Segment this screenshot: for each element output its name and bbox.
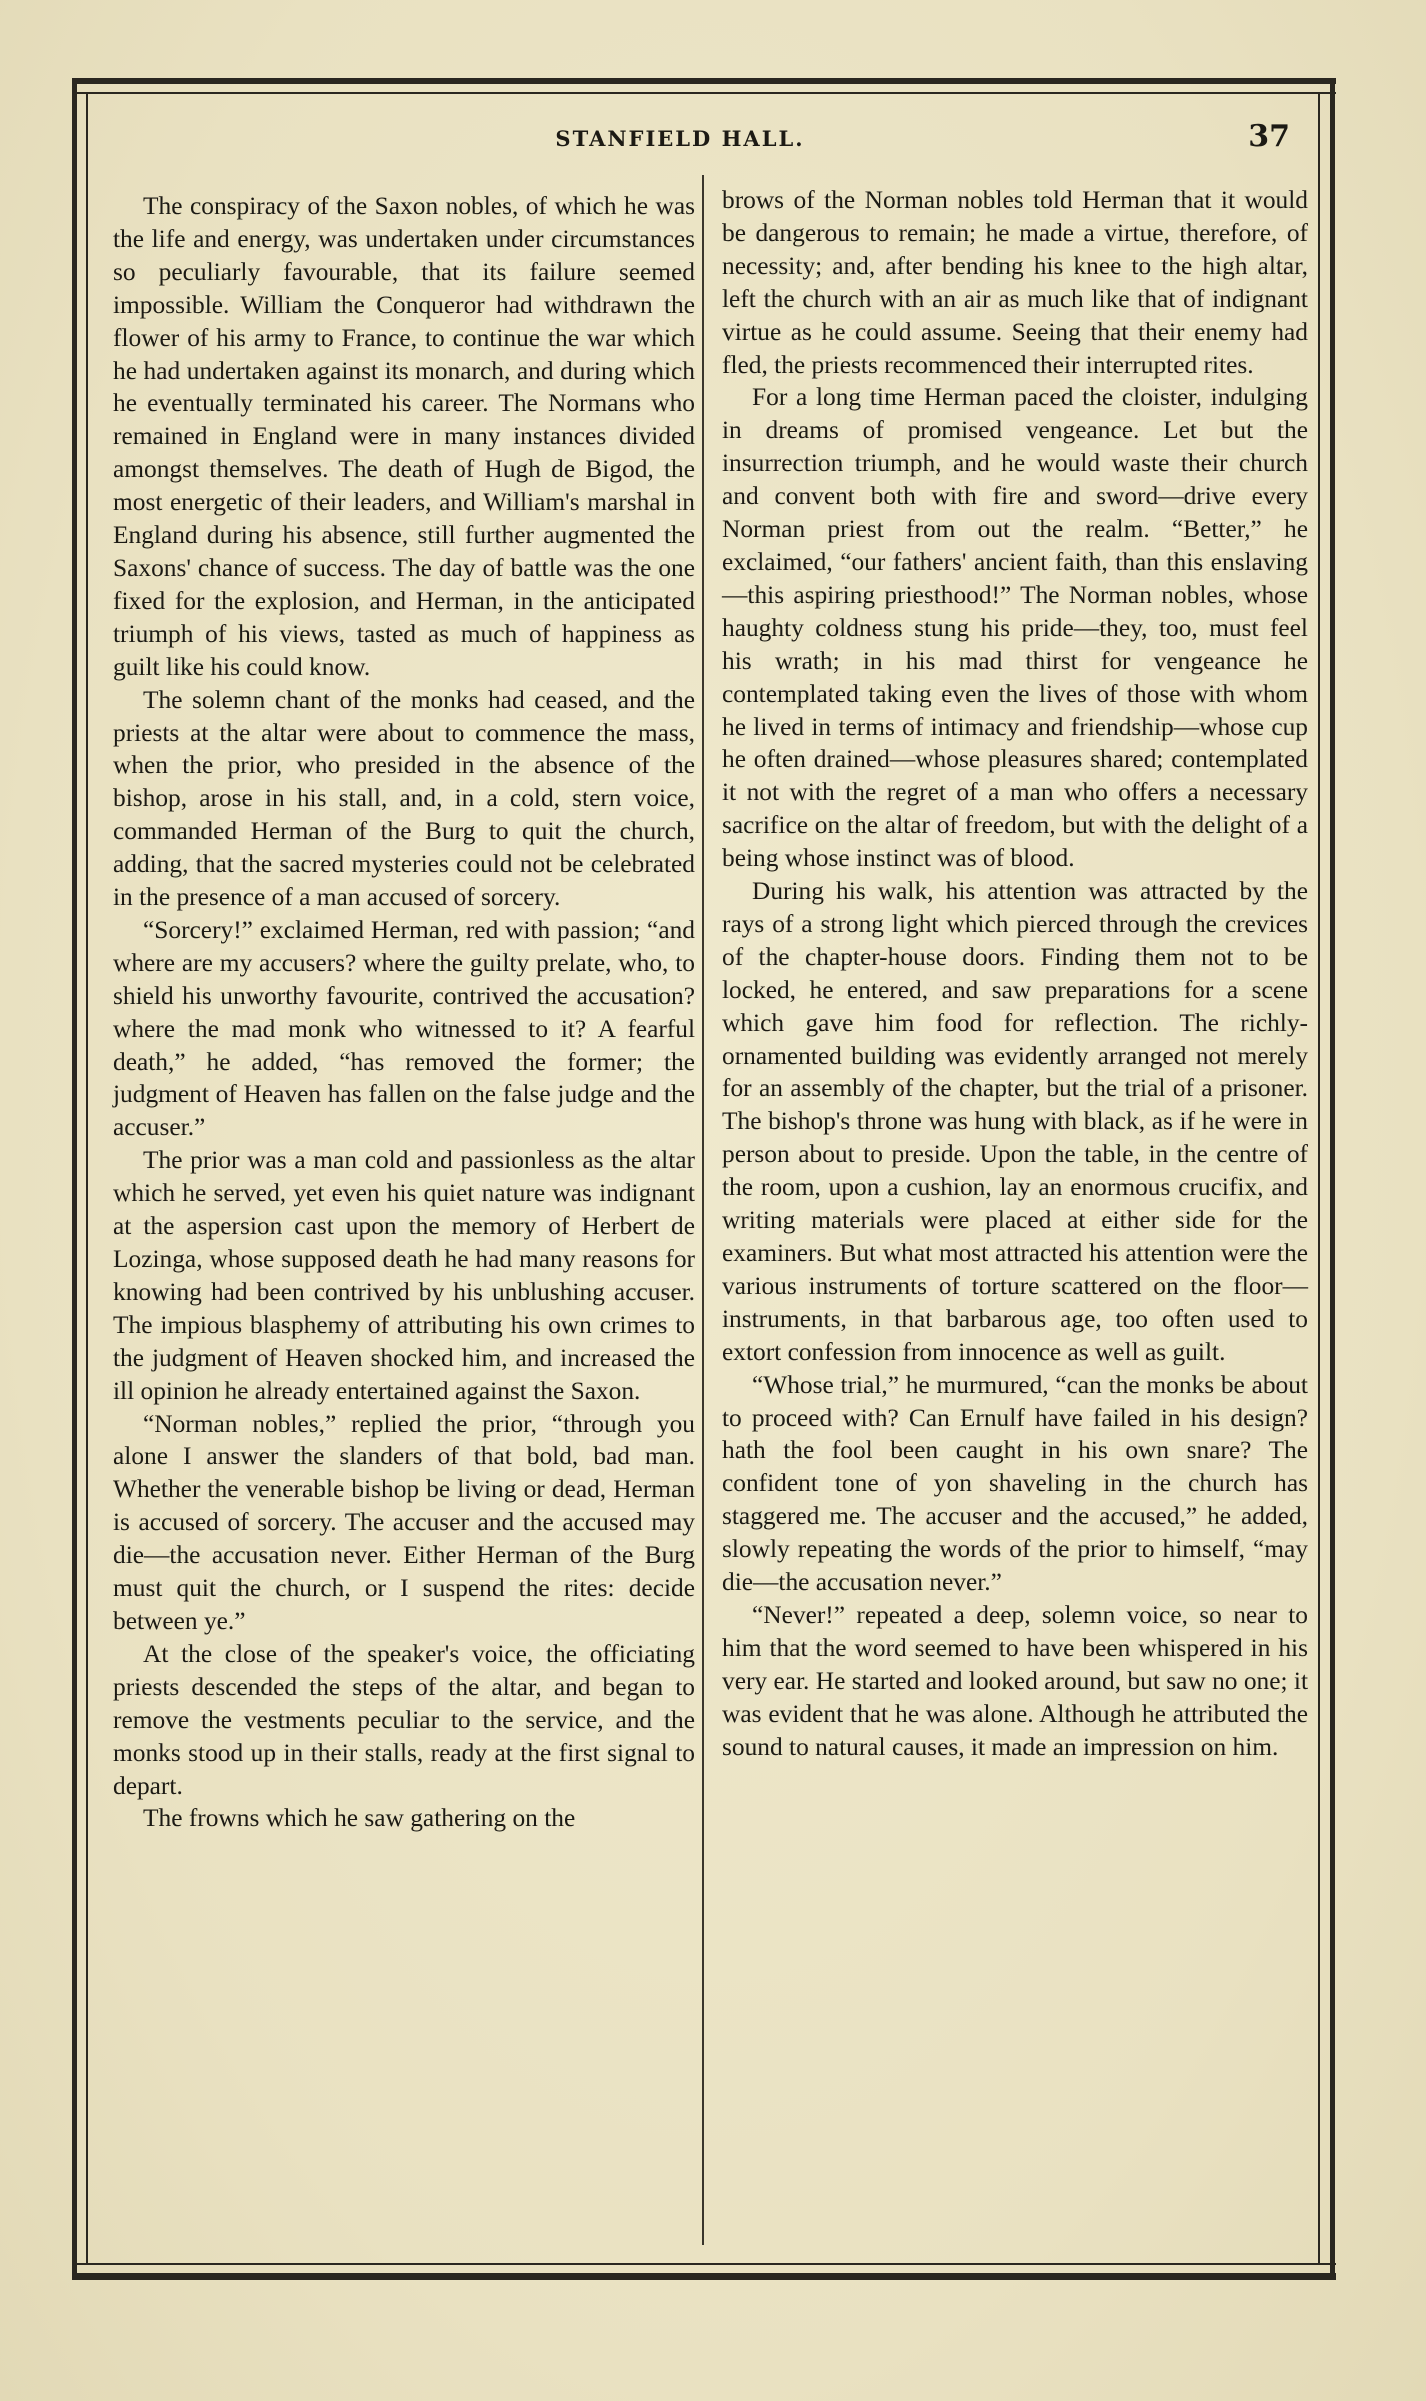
column-divider — [702, 175, 704, 2245]
page-number: 37 — [1248, 119, 1290, 154]
paragraph: “Norman nobles,” replied the prior, “through you alone I answer the slanders of that bold, bad man. Whether the venerable bishop be living or dead, Herman is accused of sorcery. The accuser and the accused may die—the accusation never. Either Herman of the Burg must quit the church, or I suspend the rites: decide between ye.” — [113, 1409, 695, 1635]
paragraph: The conspiracy of the Saxon nobles, of which he was the life and energy, was undertaken under circumstances so peculiarly favourable, that its failure seemed impossible. William the Conqueror had withdrawn the flower of his army to France, to continue the war which he had undertaken against its monarch, and during which he eventually terminated his career. The Normans who remained in England were in many instances divided amongst themselves. The death of Hugh de Bigod, the most energetic of their leaders, and William's marshal in England during his absence, still further augmented the Saxons' chance of success. The day of battle was the one fixed for the explosion, and Herman, in the anticipated triumph of his views, tasted as much of happiness as guilt like his could know. — [113, 192, 695, 681]
running-header-title: STANFIELD HALL. — [555, 126, 805, 151]
paragraph: At the close of the speaker's voice, the officiating priests descended the steps of the altar, and began to remove the vestments peculiar to the service, and the monks stood up in their stalls, ready at the first signal to depart. — [113, 1639, 695, 1800]
right-border-thin — [1318, 92, 1320, 2265]
paragraph: “Never!” repeated a deep, solemn voice, so near to him that the word seemed to have been whispered in his very ear. He started and looked around, but saw no one; it was evident that he was alone. Although he attributed the sound to natural causes, it made an impression on him. — [722, 1600, 1308, 1761]
paragraph: “Whose trial,” he murmured, “can the monks be about to proceed with? Can Ernulf have failed in his design? hath the fool been caught in his own snare? The confident tone of yon shaveling in the church has staggered me. The accuser and the accused,” he added, slowly repeating the words of the prior to himself, “may die—the accusation never.” — [722, 1370, 1308, 1597]
paragraph: The prior was a man cold and passionless as the altar which he served, yet even his quiet nature was indignant at the aspersion cast upon the memory of Herbert de Lozinga, whose supposed death he had many reasons for knowing had been contrived by his unblushing accuser. The impious blasphemy of attributing his own crimes to the judgment of Heaven shocked him, and increased the ill opinion he already entertained against the Saxon. — [113, 1146, 695, 1405]
left-border-thin — [86, 92, 88, 2265]
top-border-thin — [72, 92, 1336, 94]
right-column — [722, 184, 1308, 1764]
bottom-border-thick — [72, 2273, 1336, 2280]
paragraph: The frowns which he saw gathering on the — [143, 1804, 576, 1833]
right-border-thick — [1330, 80, 1335, 2278]
left-border-thick — [72, 80, 77, 2278]
paragraph: The solemn chant of the monks had ceased, and the priests at the altar were about to commence the mass, when the prior, who presided in the absence of the bishop, arose in his stall, and, in a cold, stern voice, commanded Herman of the Burg to quit the church, adding, that the sacred mysteries could not be celebrated in the presence of a man accused of sorcery. — [113, 685, 695, 912]
paragraph: During his walk, his attention was attracted by the rays of a strong light which pierced through the crevices of the chapter-house doors. Finding them not to be locked, he entered, and saw preparations for a scene which gave him food for reflection. The richly-ornamented building was evidently arranged not merely for an assembly of the chapter, but the trial of a prisoner. The bishop's throne was hung with black, as if he were in person about to preside. Upon the table, in the centre of the room, upon a cushion, lay an enormous crucifix, and writing materials were placed at either side for the examiners. But what most attracted his attention were the various instruments of torture scattered on the floor—instruments, in that barbarous age, too often used to extort confession from innocence as well as guilt. — [722, 877, 1308, 1366]
bottom-border-thin — [72, 2263, 1336, 2265]
paragraph: “Sorcery!” exclaimed Herman, red with passion; “and where are my accusers? where the guilty prelate, who, to shield his unworthy favourite, contrived the accusation? where the mad monk who witnessed to it? A fearful death,” he added, “has removed the former; the judgment of Heaven has fallen on the false judge and the accuser.” — [113, 915, 695, 1142]
paragraph-continued: brows of the Norman nobles told Herman that it would be dangerous to remain; he made a virtue, therefore, of necessity; and, after bending his knee to the high altar, left the church with an air as much like that of indignant virtue as he could assume. Seeing that their enemy had fled, the priests recommenced their interrupted rites. — [722, 186, 1308, 379]
left-column — [113, 190, 695, 1835]
top-border-thick — [72, 78, 1336, 84]
paragraph: For a long time Herman paced the cloister, indulging in dreams of promised vengeance. Let but the insurrection triumph, and he would waste their church and convent both with fire and sword—drive every Norman priest from out the realm. “Better,” he exclaimed, “our fathers' ancient faith, than this enslaving—this aspiring priesthood!” The Norman nobles, whose haughty coldness stung his pride—they, too, must feel his wrath; in his mad thirst for vengeance he contemplated taking even the lives of those with whom he lived in terms of intimacy and friendship—whose cup he often drained—whose pleasures shared; contemplated it not with the regret of a man who offers a necessary sacrifice on the altar of freedom, but with the delight of a being whose instinct was of blood. — [722, 383, 1308, 873]
